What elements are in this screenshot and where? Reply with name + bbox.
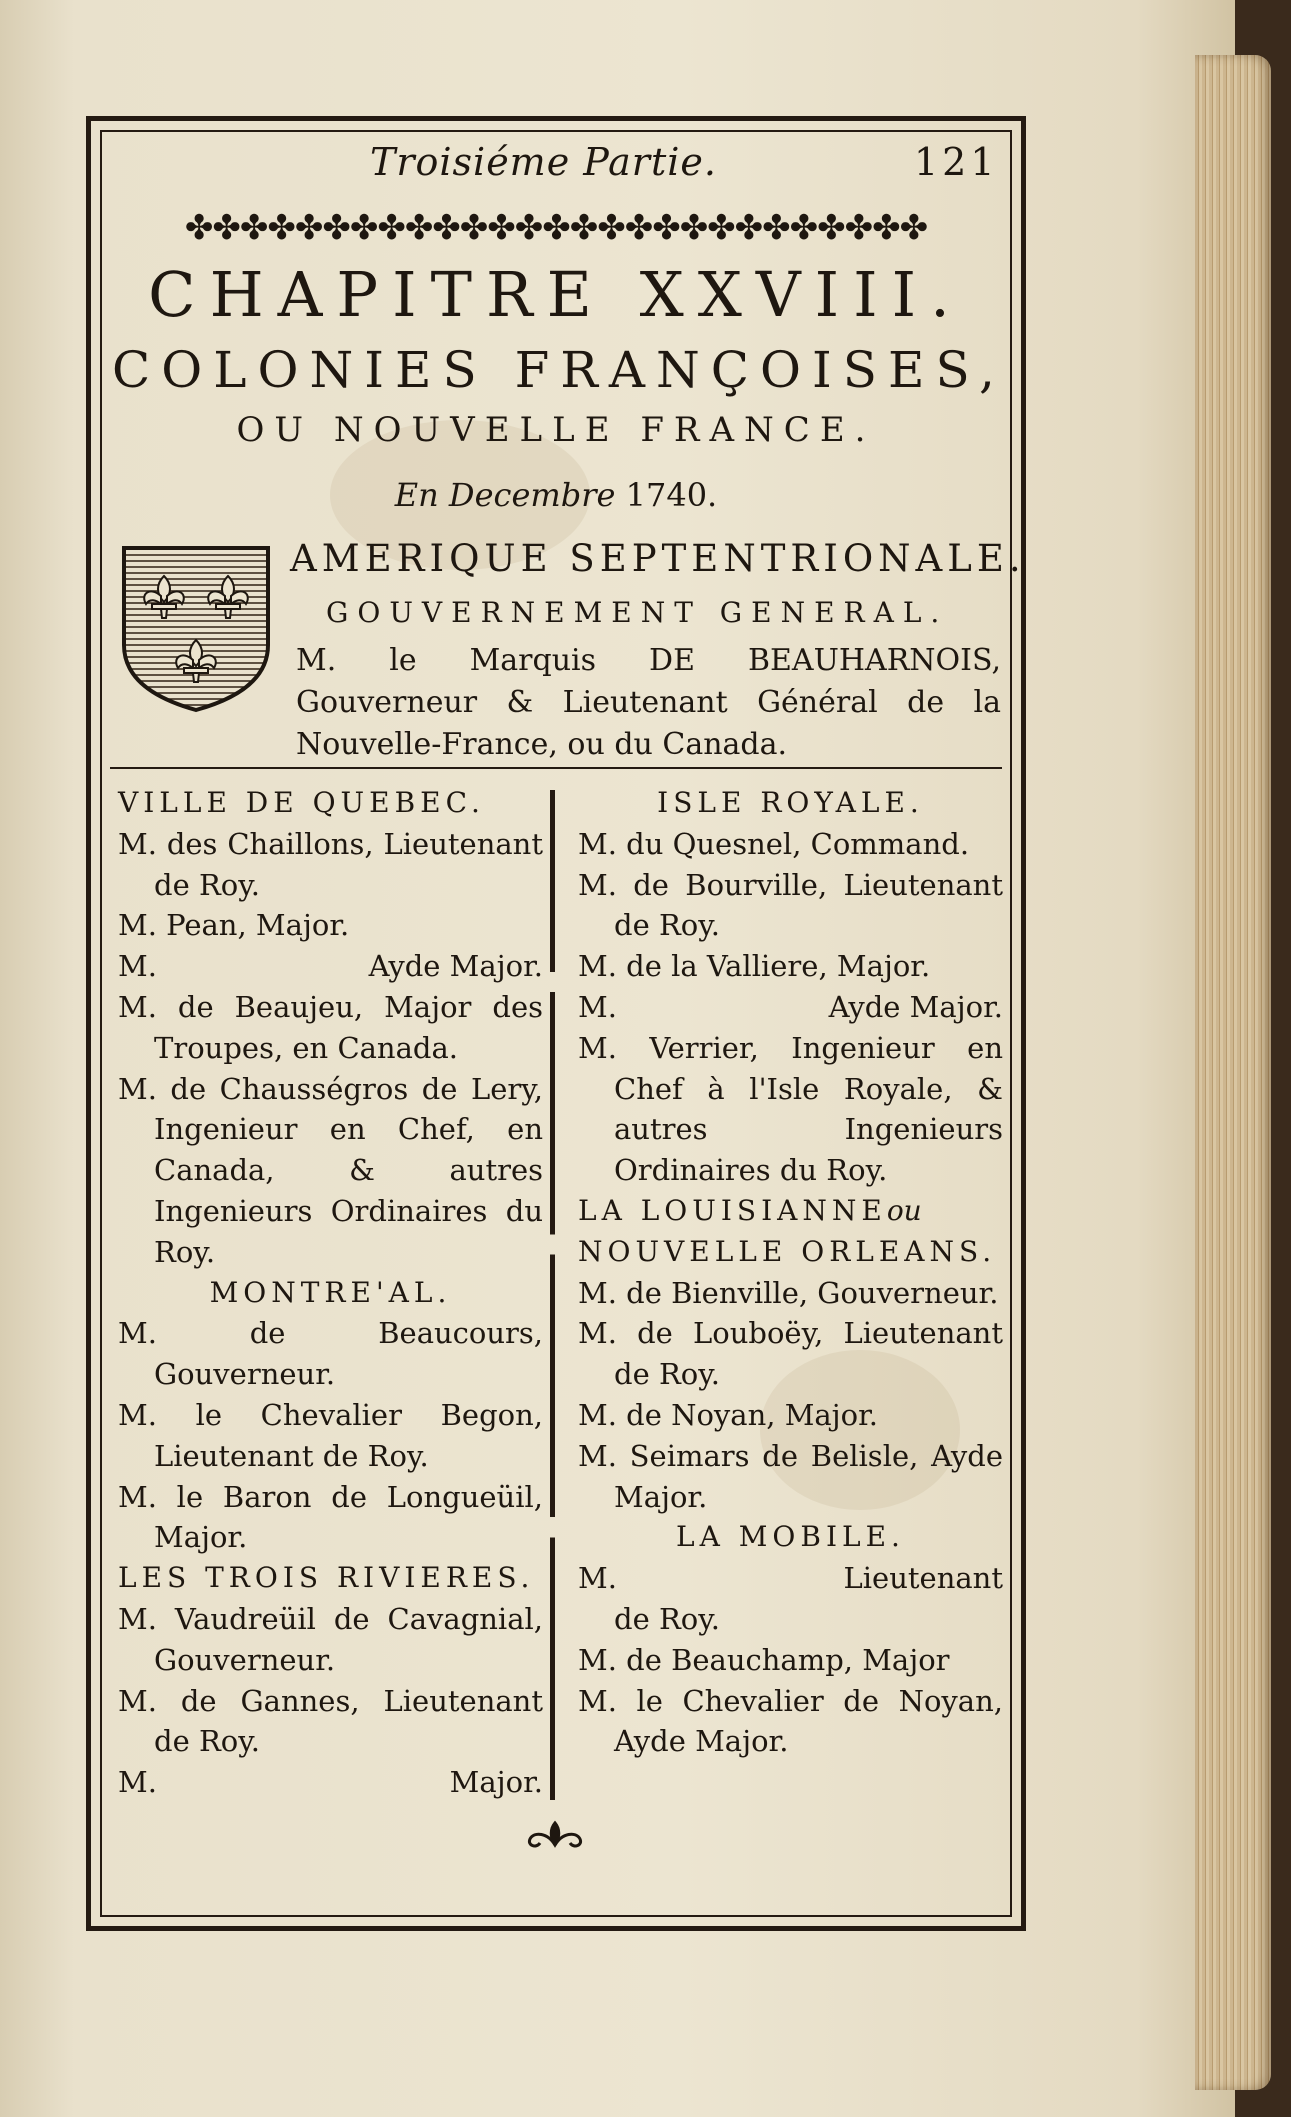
- nouvelle-orleans-heading: NOUVELLE ORLEANS.: [578, 1234, 997, 1268]
- montreal-heading: MONTRE'AL.: [209, 1275, 452, 1309]
- louisiane-heading-text: LA LOUISIANNE: [578, 1193, 887, 1227]
- date-year: 1740.: [625, 476, 718, 514]
- ornament-band: ✤✤✤✤✤✤✤✤✤✤✤✤✤✤✤✤✤✤✤✤✤✤✤✤✤✤✤: [184, 208, 928, 248]
- list-item: M. des Chaillons, Lieutenant de Roy.: [118, 826, 543, 902]
- date-line: [110, 470, 1002, 520]
- louisiane-heading: [578, 1191, 1003, 1232]
- list-item: M. de Beauchamp, Major: [578, 1642, 950, 1677]
- horizontal-rule: [110, 767, 1002, 769]
- left-column: [118, 783, 543, 1803]
- list-item: M. de Gannes, Lieutenant de Roy.: [118, 1683, 543, 1759]
- list-item: M. de Chausségros de Lery, Ingenieur en Chef, en Canada, & autres Ingenieurs Ordinaires du Roy.: [118, 1071, 543, 1269]
- book-fore-edge: [1195, 55, 1271, 2090]
- entry-prefix: M.: [578, 989, 617, 1024]
- chapter-title: CHAPITRE XXVIII.: [148, 258, 964, 331]
- quebec-heading: VILLE DE QUEBEC.: [118, 786, 485, 819]
- fleuron-ornament-icon: [520, 1815, 590, 1855]
- date-prefix: En Decembre: [394, 476, 616, 514]
- list-item-continuation: de Roy.: [614, 1601, 720, 1636]
- list-item: M. Pean, Major.: [118, 908, 350, 943]
- list-item: [578, 987, 1003, 1028]
- entry-prefix: M.: [578, 1561, 617, 1596]
- entry-title: Major.: [449, 1765, 543, 1800]
- trois-rivieres-heading: LES TROIS RIVIERES.: [118, 1561, 535, 1595]
- list-item: M. de Beaujeu, Major des Troupes, en Canada.: [118, 989, 543, 1065]
- list-item: M. de la Valliere, Major.: [578, 949, 931, 984]
- section-subheading: OU NOUVELLE FRANCE.: [236, 410, 876, 450]
- column-divider: [550, 790, 555, 1800]
- list-item: M. du Quesnel, Command.: [578, 826, 970, 861]
- list-item: M. de Noyan, Major.: [578, 1397, 879, 1432]
- list-item: M. de Louboëy, Lieutenant de Roy.: [578, 1316, 1003, 1392]
- page-number: 121: [914, 140, 999, 184]
- list-item: [118, 946, 543, 987]
- list-item: M. le Baron de Longueüil, Major.: [118, 1479, 543, 1555]
- entry-title: Lieutenant: [843, 1561, 1003, 1596]
- isle-royale-heading: ISLE ROYALE.: [657, 786, 924, 819]
- list-item: M. le Chevalier Begon, Lieutenant de Roy.: [118, 1397, 543, 1473]
- list-item: M. Vaudreüil de Cavagnial, Gouverneur.: [118, 1601, 543, 1677]
- list-item: M. de Beaucours, Gouverneur.: [118, 1316, 543, 1392]
- entry-prefix: M.: [118, 1765, 157, 1800]
- section-heading: COLONIES FRANÇOISES,: [112, 341, 1006, 399]
- governor-general-entry: M. le Marquis DE BEAUHARNOIS, Gouverneur & Lieutenant Général de la Nouvelle-France, ou du Canada.: [296, 643, 1001, 762]
- entry-title: Ayde Major.: [368, 949, 543, 984]
- list-item: [118, 1762, 543, 1803]
- right-column: [578, 783, 1003, 1762]
- region-heading: AMERIQUE SEPTENTRIONALE.: [290, 537, 1026, 580]
- gouvernement-heading: GOUVERNEMENT GENERAL.: [326, 596, 949, 629]
- entry-title: Ayde Major.: [828, 989, 1003, 1024]
- list-item: M. de Bienville, Gouverneur.: [578, 1275, 999, 1310]
- entry-prefix: M.: [118, 949, 157, 984]
- list-item: M. Seimars de Belisle, Ayde Major.: [578, 1438, 1003, 1514]
- running-head-title: Troisiéme Partie.: [370, 140, 717, 184]
- fleur-de-lis-coat-of-arms-icon: [116, 540, 276, 715]
- list-item: M. de Bourville, Lieutenant de Roy.: [578, 867, 1003, 943]
- louisiane-ou: ou: [886, 1193, 922, 1227]
- list-item: M. Verrier, Ingenieur en Chef à l'Isle Royale, & autres Ingenieurs Ordinaires du Roy.: [578, 1030, 1003, 1188]
- list-item: M. le Chevalier de Noyan, Ayde Major.: [578, 1683, 1003, 1759]
- list-item: [578, 1558, 1003, 1599]
- la-mobile-heading: LA MOBILE.: [676, 1520, 905, 1554]
